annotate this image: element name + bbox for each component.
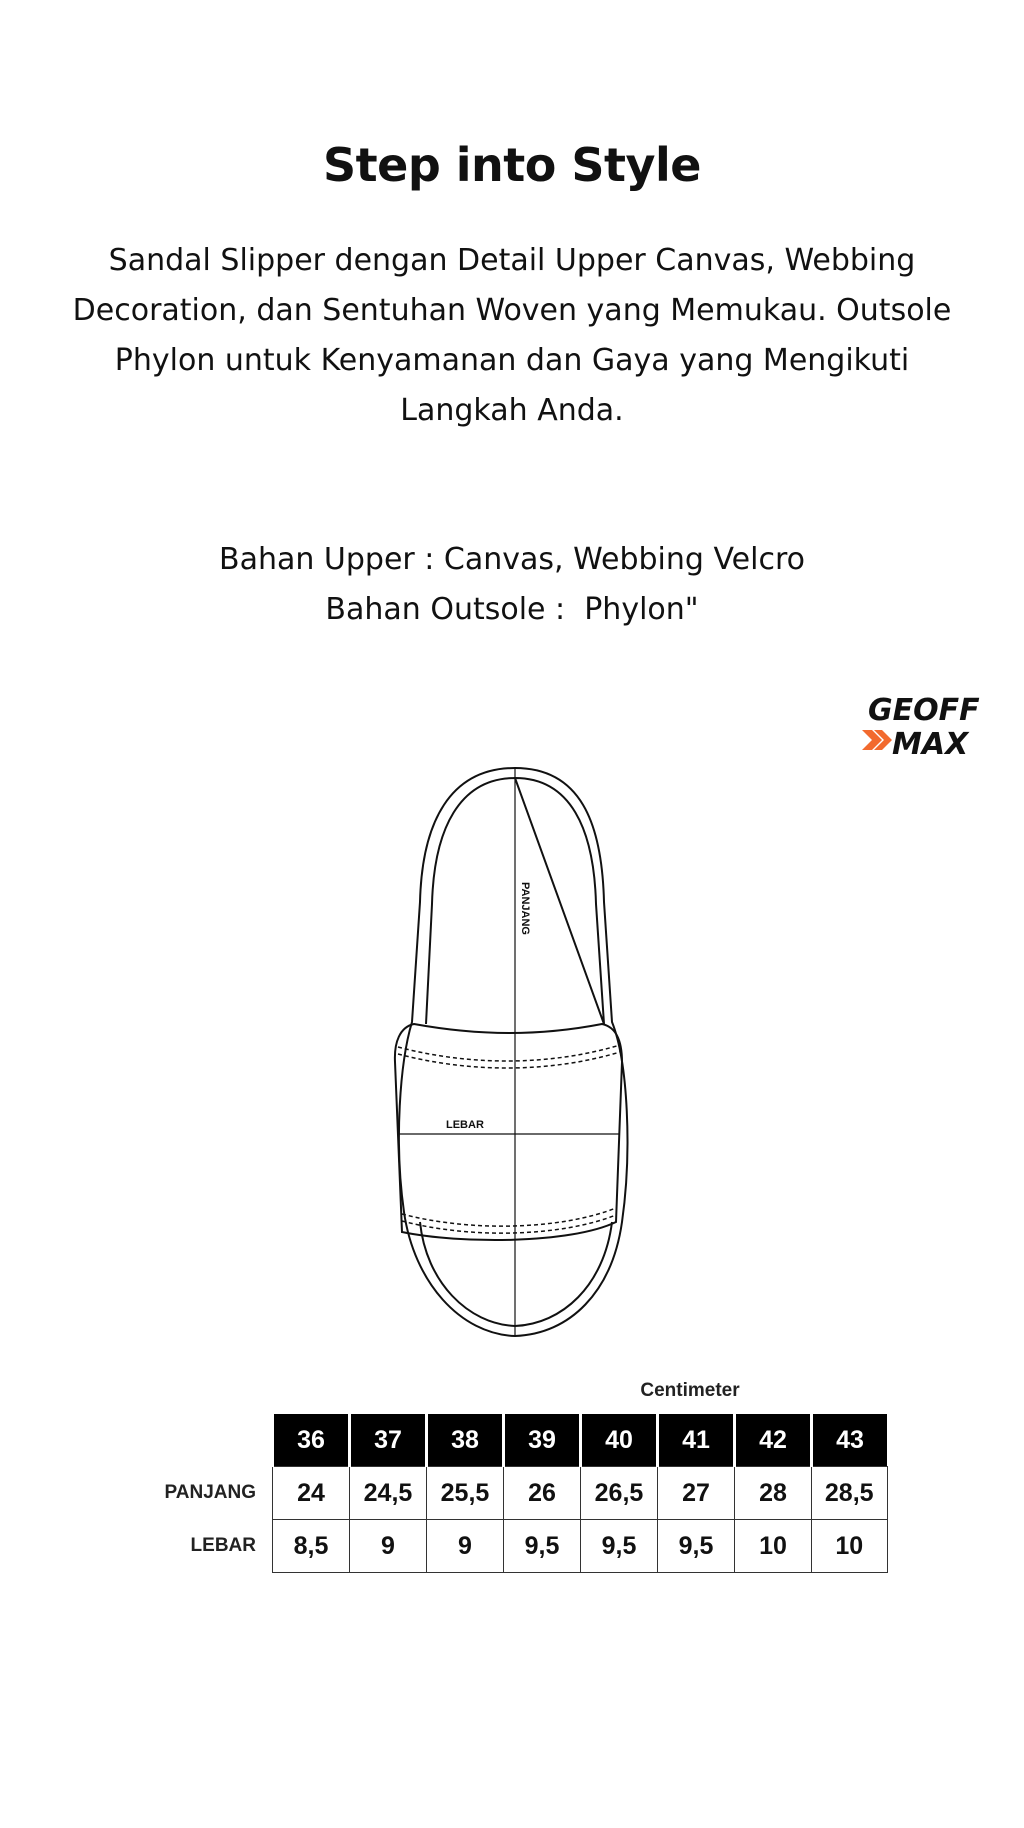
table-cell: 9,5 [658,1520,735,1573]
length-label: PANJANG [519,882,531,935]
table-cell: 9 [427,1520,504,1573]
size-chart-unit: Centimeter [640,1380,740,1401]
materials-section [0,535,1024,635]
brand-logo [862,688,1002,760]
logo-line-1: GEOFF [868,693,980,728]
table-cell: 9,5 [581,1520,658,1573]
size-table [120,1414,888,1573]
table-cell: 24,5 [350,1467,427,1520]
logo-line-2: MAX [892,727,969,760]
table-cell: 26 [504,1467,581,1520]
upper-material: Bahan Upper : Canvas, Webbing Velcro [219,542,805,577]
table-cell: 9 [350,1520,427,1573]
table-row [120,1520,887,1573]
sandal-diagram [390,762,640,1342]
size-header-cell: 39 [504,1414,581,1467]
strap-stitch-top-2 [398,1052,620,1068]
table-cell: 8,5 [273,1520,350,1573]
table-cell: 9,5 [504,1520,581,1573]
size-header-cell: 43 [812,1414,888,1467]
table-cell: 28 [735,1467,812,1520]
product-description: Sandal Slipper dengan Detail Upper Canvas, Webbing Decoration, dan Sentuhan Woven yang Memukau. Outsole Phylon untuk Kenyamanan dan Gaya yang Mengikuti Langkah Anda. [72,243,952,428]
size-header-cell: 41 [658,1414,735,1467]
size-header-cell: 37 [350,1414,427,1467]
table-cell: 25,5 [427,1467,504,1520]
size-header-cell: 42 [735,1414,812,1467]
table-cell: 24 [273,1467,350,1520]
size-header-cell: 38 [427,1414,504,1467]
table-cell: 10 [735,1520,812,1573]
row-label-panjang: PANJANG [164,1482,256,1503]
size-header-cell: 40 [581,1414,658,1467]
row-label-lebar: LEBAR [190,1535,256,1556]
width-label: LEBAR [446,1119,484,1131]
table-cell: 26,5 [581,1467,658,1520]
strap-stitch-top-1 [398,1045,620,1061]
table-row [120,1467,887,1520]
strap-outline [395,1024,622,1240]
table-cell: 10 [812,1520,888,1573]
table-cell: 28,5 [812,1467,888,1520]
page-title: Step into Style [323,138,701,192]
strap-stitch-bottom-1 [402,1208,616,1226]
outsole-material: Bahan Outsole : Phylon" [325,592,699,627]
logo-chevron-icon [862,730,892,750]
size-header-cell: 36 [273,1414,350,1467]
table-corner [120,1414,273,1467]
size-header-row [120,1414,887,1467]
table-cell: 27 [658,1467,735,1520]
